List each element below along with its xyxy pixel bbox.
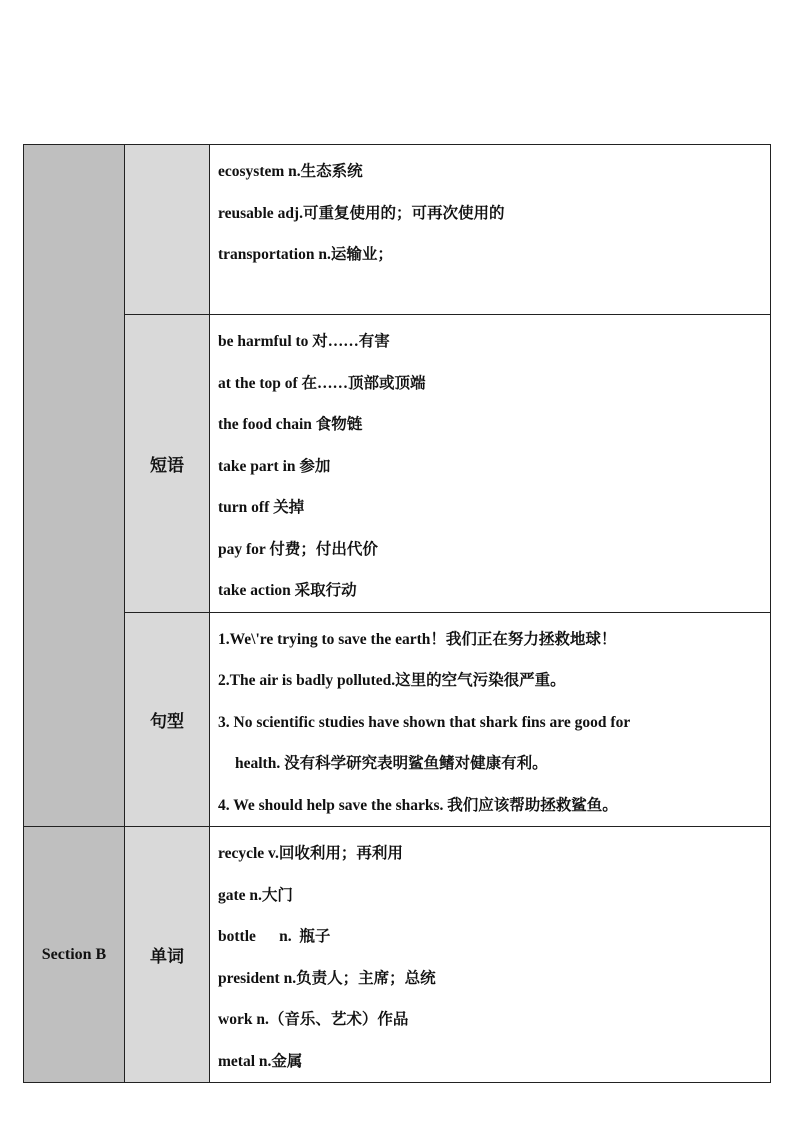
entry-line: turn off 关掉	[218, 499, 305, 516]
table-row	[24, 827, 771, 1083]
entry-line: 3. No scientific studies have shown that shark fins are good for	[218, 713, 631, 731]
entry-line: take action 采取行动	[218, 582, 357, 599]
entry-line: take part in 参加	[218, 457, 331, 475]
entry-line: health. 没有科学研究表明鲨鱼鳍对健康有利。	[235, 755, 548, 772]
entry-line: reusable adj.可重复使用的；可再次使用的	[218, 204, 505, 222]
entry-line: 1.We\'re trying to save the earth！我们正在努力拯救地球！	[218, 630, 617, 648]
entry-line: recycle v.回收利用；再利用	[218, 845, 403, 862]
entry-line: metal n.金属	[218, 1052, 303, 1070]
table-row	[24, 612, 771, 827]
entry-line: president n.负责人；主席；总统	[218, 969, 436, 987]
entry-line: at the top of 在……顶部或顶端	[218, 374, 426, 392]
entry-line: 4. We should help save the sharks. 我们应该帮助拯救鲨鱼。	[218, 796, 618, 814]
entry-line: 2.The air is badly polluted.这里的空气污染很严重。	[218, 672, 566, 689]
entry-line: transportation n.运输业；	[218, 246, 393, 263]
section-cell	[24, 145, 125, 827]
entry-line: be harmful to 对……有害	[218, 333, 390, 350]
entry-line: ecosystem n.生态系统	[218, 163, 363, 180]
content-cell	[210, 315, 771, 613]
entry-line: the food chain 食物链	[218, 416, 363, 433]
content-cell	[210, 827, 771, 1083]
table-row	[24, 315, 771, 613]
category-cell: 短语	[125, 315, 210, 613]
content-cell	[210, 612, 771, 827]
table-row	[24, 145, 771, 315]
category-cell	[125, 145, 210, 315]
section-cell: Section B	[24, 827, 125, 1083]
entry-line: gate n.大门	[218, 886, 293, 904]
entry-line: pay for 付费；付出代价	[218, 540, 378, 558]
entry-line: work n.（音乐、艺术）作品	[218, 1011, 409, 1028]
content-cell	[210, 145, 771, 315]
category-cell: 句型	[125, 612, 210, 827]
entry-line: bottle n. 瓶子	[218, 928, 331, 945]
category-cell: 单词	[125, 827, 210, 1083]
vocabulary-table	[23, 144, 771, 1083]
